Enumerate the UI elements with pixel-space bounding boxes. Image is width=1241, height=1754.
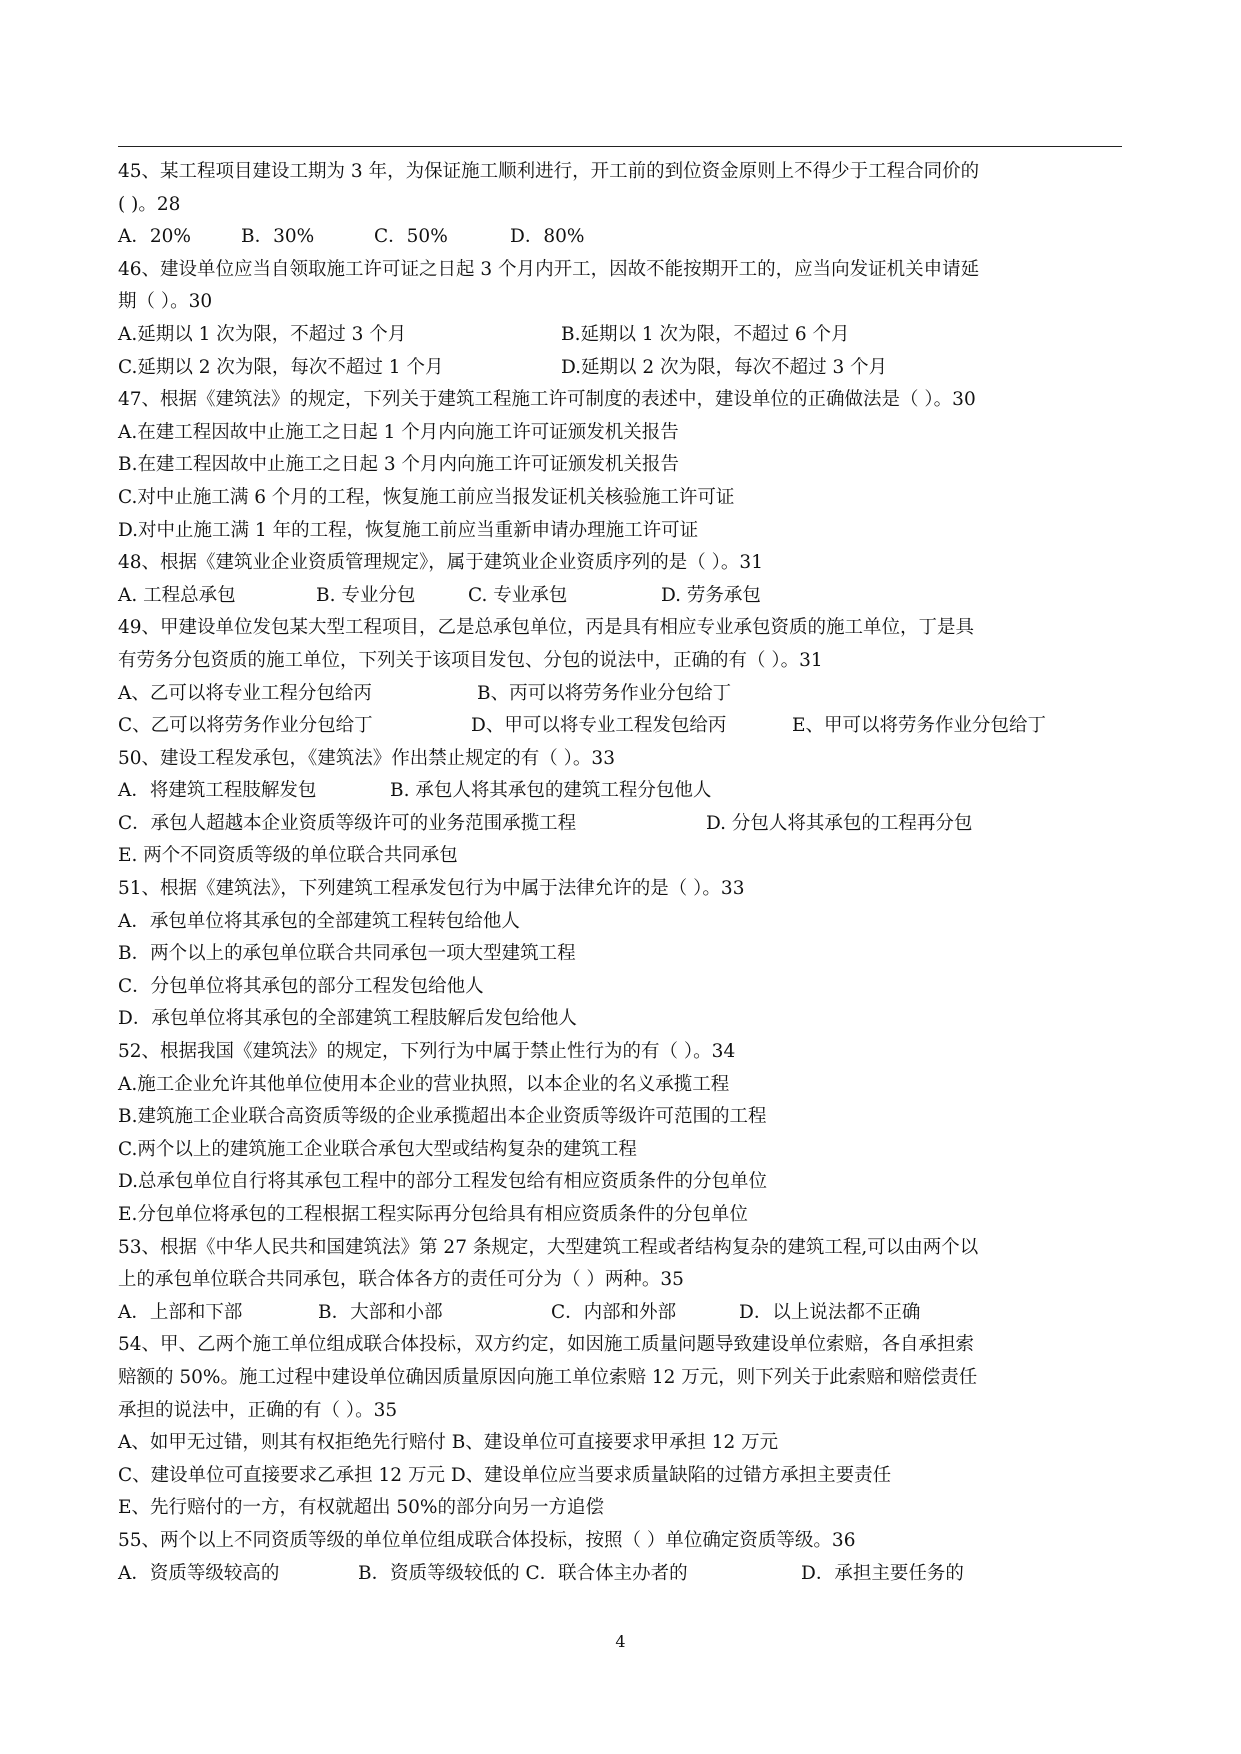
q53-stem-line2: 上的承包单位联合共同承包，联合体各方的责任可分为（ ）两种。35 — [118, 1269, 684, 1291]
q51-option-d: D．承包单位将其承包的全部建筑工程肢解后发包给他人 — [118, 1008, 577, 1030]
q54-stem-line2: 赔额的 50%。施工过程中建设单位确因质量原因向施工单位索赔 12 万元，则下列关于此索赔和赔偿责任 — [118, 1366, 978, 1388]
q46-option-c: C.延期以 2 次为限，每次不超过 1 个月 — [118, 356, 444, 378]
q49-option-b: B、丙可以将劳务作业分包给丁 — [477, 682, 732, 704]
q51-option-c: C．分包单位将其承包的部分工程发包给他人 — [118, 975, 484, 997]
q53-option-c: C．内部和外部 — [551, 1301, 677, 1323]
q49-options-cde — [118, 710, 1122, 743]
q47-option-b: B.在建工程因故中止施工之日起 3 个月内向施工许可证颁发机关报告 — [118, 454, 680, 476]
q46-option-b: B.延期以 1 次为限，不超过 6 个月 — [561, 323, 850, 345]
q48-option-a: A. 工程总承包 — [118, 584, 236, 606]
q50-option-a: A．将建筑工程肢解发包 — [118, 780, 317, 802]
q47-option-d: D.对中止施工满 1 年的工程，恢复施工前应当重新申请办理施工许可证 — [118, 519, 699, 541]
q50-option-c: C．承包人超越本企业资质等级许可的业务范围承揽工程 — [118, 812, 577, 834]
q52-option-d: D.总承包单位自行将其承包工程中的部分工程发包给有相应资质条件的分包单位 — [118, 1171, 768, 1193]
q47-option-a: A.在建工程因故中止施工之日起 1 个月内向施工许可证颁发机关报告 — [118, 421, 679, 443]
q52-stem: 52、根据我国《建筑法》的规定，下列行为中属于禁止性行为的有（ ）。34 — [118, 1041, 736, 1063]
q49-stem-line1: 49、甲建设单位发包某大型工程项目，乙是总承包单位，丙是具有相应专业承包资质的施工单位，丁是具 — [118, 617, 975, 639]
q48-stem: 48、根据《建筑业企业资质管理规定》，属于建筑业企业资质序列的是（ ）。31 — [118, 552, 763, 574]
q55-stem: 55、两个以上不同资质等级的单位单位组成联合体投标，按照（ ）单位确定资质等级。36 — [118, 1529, 856, 1551]
q46-options-cd — [118, 352, 1122, 385]
q48-option-c: C. 专业承包 — [468, 584, 568, 606]
q46-options-ab — [118, 319, 1122, 352]
q52-option-b: B.建筑施工企业联合高资质等级的企业承揽超出本企业资质等级许可范围的工程 — [118, 1106, 767, 1128]
q55-options-bc: B．资质等级较低的 C．联合体主办者的 — [358, 1562, 688, 1584]
q50-options-ab — [118, 775, 1122, 808]
q53-option-a: A．上部和下部 — [118, 1301, 243, 1323]
q55-options — [118, 1558, 1122, 1591]
q49-option-d: D、甲可以将专业工程发包给丙 — [471, 715, 727, 737]
q49-options-ab — [118, 678, 1122, 711]
q48-options — [118, 580, 1122, 613]
q50-option-d: D. 分包人将其承包的工程再分包 — [706, 812, 973, 834]
q54-option-e: E、先行赔付的一方，有权就超出 50%的部分向另一方追偿 — [118, 1497, 605, 1519]
q48-option-d: D. 劳务承包 — [661, 584, 761, 606]
q47-stem: 47、根据《建筑法》的规定，下列关于建筑工程施工许可制度的表述中，建设单位的正确做法是（ ）。30 — [118, 389, 976, 411]
q53-option-b: B．大部和小部 — [318, 1301, 443, 1323]
q52-option-a: A.施工企业允许其他单位使用本企业的营业执照，以本企业的名义承揽工程 — [118, 1073, 730, 1095]
q52-option-c: C.两个以上的建筑施工企业联合承包大型或结构复杂的建筑工程 — [118, 1138, 637, 1160]
q51-option-b: B．两个以上的承包单位联合共同承包一项大型建筑工程 — [118, 943, 576, 965]
q51-stem: 51、根据《建筑法》，下列建筑工程承发包行为中属于法律允许的是（ ）。33 — [118, 878, 745, 900]
q50-option-b: B. 承包人将其承包的建筑工程分包他人 — [390, 780, 712, 802]
q50-stem: 50、建设工程发承包，《建筑法》作出禁止规定的有（ ）。33 — [118, 747, 615, 769]
q49-stem-line2: 有劳务分包资质的施工单位，下列关于该项目发包、分包的说法中，正确的有（ ）。31 — [118, 649, 823, 671]
q52-option-e: E.分包单位将承包的工程根据工程实际再分包给具有相应资质条件的分包单位 — [118, 1204, 748, 1225]
q46-option-a: A.延期以 1 次为限，不超过 3 个月 — [118, 323, 407, 345]
q55-option-d: D．承担主要任务的 — [801, 1562, 964, 1584]
q45-option-d: D．80% — [510, 226, 585, 248]
q49-option-c: C、乙可以将劳务作业分包给丁 — [118, 715, 373, 737]
q45-option-c: C．50% — [374, 226, 448, 248]
q49-option-e: E、甲可以将劳务作业分包给丁 — [792, 715, 1047, 737]
q53-option-d: D．以上说法都不正确 — [739, 1301, 921, 1323]
q45-stem-line2: ( )。28 — [118, 193, 181, 215]
q46-option-d: D.延期以 2 次为限，每次不超过 3 个月 — [561, 356, 888, 378]
q53-options — [118, 1297, 1122, 1330]
q54-stem-line3: 承担的说法中，正确的有（ ）。35 — [118, 1399, 398, 1421]
q49-option-a: A、乙可以将专业工程分包给丙 — [118, 682, 372, 704]
q46-stem-line1: 46、建设单位应当自领取施工许可证之日起 3 个月内开工，因故不能按期开工的，应当向发证机关申请延 — [118, 258, 980, 280]
q51-option-a: A．承包单位将其承包的全部建筑工程转包给他人 — [118, 910, 520, 932]
q54-stem-line1: 54、甲、乙两个施工单位组成联合体投标，双方约定，如因施工质量问题导致建设单位索赔，各自承担索 — [118, 1334, 975, 1356]
q54-options-cd: C、建设单位可直接要求乙承担 12 万元 D、建设单位应当要求质量缺陷的过错方承担主要责任 — [118, 1464, 892, 1486]
q55-option-a: A．资质等级较高的 — [118, 1562, 280, 1584]
question-list — [118, 156, 1122, 1590]
q47-option-c: C.对中止施工满 6 个月的工程，恢复施工前应当报发证机关核验施工许可证 — [118, 486, 735, 508]
q45-option-a: A．20% — [118, 226, 191, 248]
q45-options — [118, 221, 1122, 254]
q50-options-cd — [118, 808, 1122, 841]
q48-option-b: B. 专业分包 — [316, 584, 416, 606]
q54-options-ab: A、如甲无过错，则其有权拒绝先行赔付 B、建设单位可直接要求甲承担 12 万元 — [118, 1432, 779, 1454]
q45-option-b: B．30% — [241, 226, 315, 248]
q46-stem-line2: 期（ ）。30 — [118, 291, 213, 313]
header-rule — [118, 146, 1122, 147]
q53-stem-line1: 53、根据《中华人民共和国建筑法》第 27 条规定，大型建筑工程或者结构复杂的建筑工程,可以由两个以 — [118, 1236, 979, 1258]
q50-option-e: E. 两个不同资质等级的单位联合共同承包 — [118, 845, 458, 867]
q45-stem-line1: 45、某工程项目建设工期为 3 年，为保证施工顺利进行，开工前的到位资金原则上不得少于工程合同价的 — [118, 161, 980, 182]
page-number: 4 — [615, 1632, 626, 1651]
